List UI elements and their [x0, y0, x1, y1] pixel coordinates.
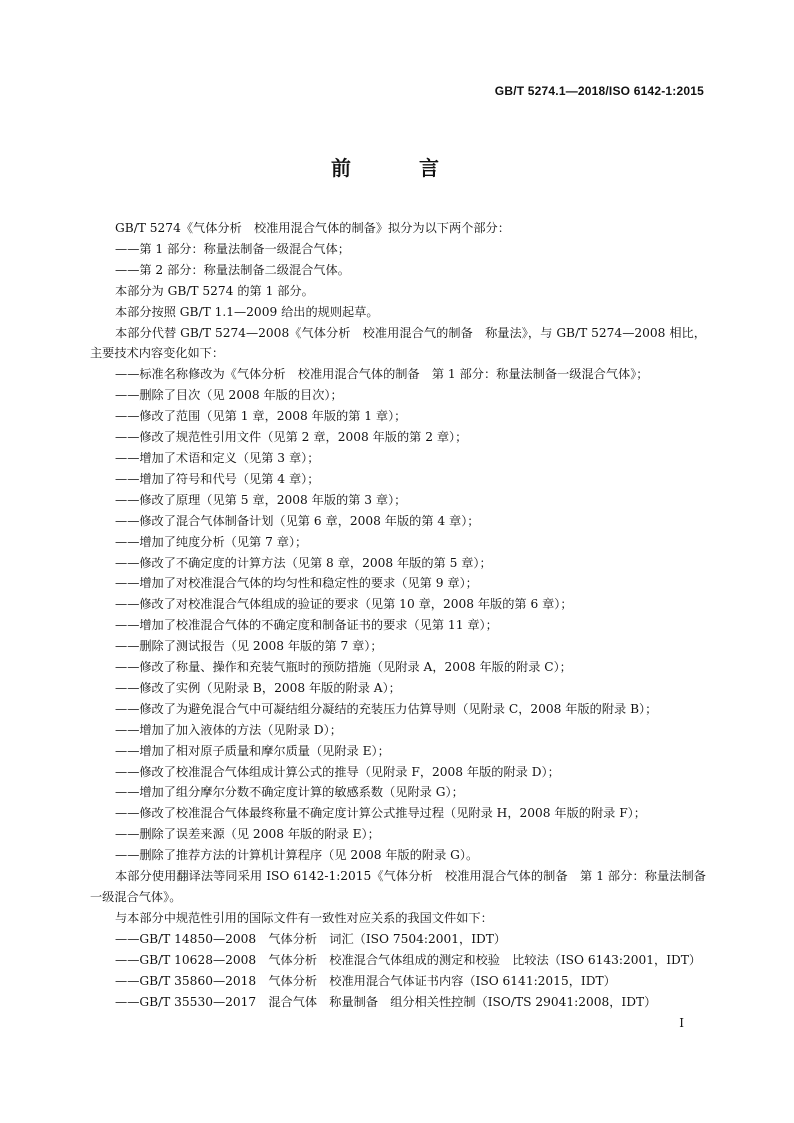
list-item: ——修改了实例（见附录 B，2008 年版的附录 A）； [115, 680, 401, 695]
paragraph: 与本部分中规范性引用的国际文件有一致性对应关系的我国文件如下： [115, 910, 493, 925]
list-item: ——增加了相对原子质量和摩尔质量（见附录 E）； [115, 743, 390, 758]
list-item: ——删除了测试报告（见 2008 年版的第 7 章）； [115, 639, 383, 654]
list-item: ——修改了规范性引用文件（见第 2 章，2008 年版的第 2 章）； [115, 430, 468, 445]
list-item: ——修改了校准混合气体最终称量不确定度计算公式推导过程（见附录 H，2008 年版的附录 F）； [115, 806, 646, 821]
paragraph: GB/T 5274《气体分析 校准用混合气体的制备》拟分为以下两个部分： [115, 221, 510, 235]
list-item: ——修改了校准混合气体组成计算公式的推导（见附录 F，2008 年版的附录 D）； [115, 764, 560, 779]
list-item: ——删除了误差来源（见 2008 年版的附录 E）； [115, 827, 380, 842]
reference-item: ——GB/T 35860—2018 气体分析 校准用混合气体证书内容（ISO 6141:2015，IDT） [115, 973, 616, 988]
paragraph: 本部分为 GB/T 5274 的第 1 部分。 [115, 283, 314, 298]
list-item: ——修改了称量、操作和充装气瓶时的预防措施（见附录 A，2008 年版的附录 C）； [115, 660, 572, 675]
list-item: ——第 2 部分：称量法制备二级混合气体。 [115, 262, 350, 277]
page-number: I [679, 1016, 684, 1030]
list-item: ——修改了混合气体制备计划（见第 6 章，2008 年版的第 4 章）； [115, 513, 480, 528]
list-item: ——修改了为避免混合气中可凝结组分凝结的充装压力估算导则（见附录 C，2008 年版的附录 B）； [115, 701, 658, 716]
list-item: ——增加了术语和定义（见第 3 章）； [115, 450, 320, 465]
list-item: ——增加了对校准混合气体的均匀性和稳定性的要求（见第 9 章）； [115, 576, 478, 591]
list-item: ——标准名称修改为《气体分析 校准用混合气体的制备 第 1 部分：称量法制备一级混合气体》； [115, 367, 649, 382]
reference-item: ——GB/T 35530—2017 混合气体 称量制备 组分相关性控制（ISO/TS 29041:2008，IDT） [115, 994, 657, 1009]
standard-number-header: GB/T 5274.1—2018/ISO 6142-1:2015 [494, 84, 704, 98]
paragraph: 本部分使用翻译法等同采用 ISO 6142-1:2015《气体分析 校准用混合气体的制备 第 1 部分：称量法制备一级混合气体》。 [90, 869, 706, 904]
list-item: ——修改了对校准混合气体组成的验证的要求（见第 10 章，2008 年版的第 6 章）； [115, 597, 573, 612]
paragraph: 本部分按照 GB/T 1.1—2009 给出的规则起草。 [115, 304, 379, 319]
list-item: ——删除了目次（见 2008 年版的目次）； [115, 388, 343, 403]
list-item: ——修改了原理（见第 5 章，2008 年版的第 3 章）； [115, 492, 407, 507]
list-item: ——修改了范围（见第 1 章，2008 年版的第 1 章）； [115, 409, 407, 424]
page-title: 前 言 [331, 156, 463, 180]
foreword-body [90, 218, 706, 1012]
list-item: ——修改了不确定度的计算方法（见第 8 章，2008 年版的第 5 章）； [115, 555, 492, 570]
list-item: ——增加了符号和代号（见第 4 章）； [115, 471, 320, 486]
paragraph: 本部分代替 GB/T 5274—2008《气体分析 校准用混合气的制备 称量法》，与 GB/T 5274—2008 相比，主要技术内容变化如下： [90, 325, 706, 361]
reference-item: ——GB/T 10628—2008 气体分析 校准混合气体组成的测定和校验 比较法（ISO 6143:2001，IDT） [115, 952, 702, 967]
list-item: ——删除了推荐方法的计算机计算程序（见 2008 年版的附录 G）。 [115, 848, 479, 863]
list-item: ——增加了组分摩尔分数不确定度计算的敏感系数（见附录 G）； [115, 785, 464, 800]
list-item: ——第 1 部分：称量法制备一级混合气体； [115, 241, 350, 256]
list-item: ——增加了纯度分析（见第 7 章）； [115, 534, 308, 549]
list-item: ——增加了校准混合气体的不确定度和制备证书的要求（见第 11 章）； [115, 618, 498, 633]
reference-item: ——GB/T 14850—2008 气体分析 词汇（ISO 7504:2001，IDT） [115, 931, 507, 946]
list-item: ——增加了加入液体的方法（见附录 D）； [115, 722, 342, 737]
